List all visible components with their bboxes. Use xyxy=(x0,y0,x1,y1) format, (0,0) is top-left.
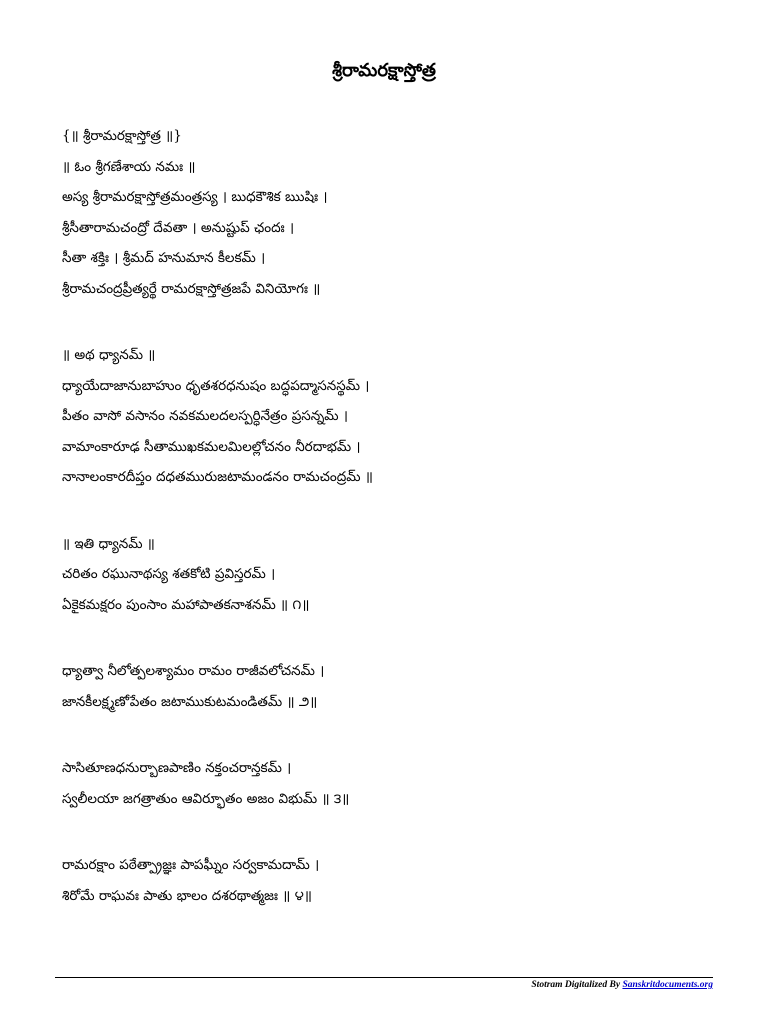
stanza-gap xyxy=(62,722,742,758)
verse-line: చరితం రఘునాథస్య శతకోటి ప్రవిస్తరమ్ । xyxy=(62,566,276,582)
verse-line: నానాలంకారదీప్తం దధతమురుజటామండనం రామచంద్రమ్ ॥ xyxy=(62,469,373,485)
stanza-gap xyxy=(62,819,742,855)
verse-block-3 xyxy=(62,758,742,819)
verse-line: శిరోమే రాఘవః పాతు భాలం దశరథాత్మజః ॥ ౪॥ xyxy=(62,887,313,904)
verse-line: {॥ శ్రీరామరక్షాస్తోత్ర ॥} xyxy=(62,128,182,144)
verse-block-1 xyxy=(62,534,742,626)
stanza-gap xyxy=(62,625,742,661)
verse-line: జానకీలక్ష్మణోపేతం జటాముకుటమండితమ్ ॥ ౨॥ xyxy=(62,693,318,710)
stanza-gap xyxy=(62,498,742,534)
verse-line: ధ్యాత్వా నీలోత్పలశ్యామం రామం రాజీవలోచనమ్ । xyxy=(62,663,325,679)
verse-line: శ్రీరామచంద్రప్రీత్యర్థే రామరక్షాస్తోత్రజపే వినియోగః ॥ xyxy=(62,280,321,297)
verse-line: ఏకైకమక్షరం పుంసాం మహాపాతకనాశనమ్ ॥ ౧॥ xyxy=(62,596,310,613)
footer-prefix: Stotram Digitalized By xyxy=(531,980,623,990)
verse-block-2 xyxy=(62,661,742,722)
dhyanam-block xyxy=(62,345,742,498)
verse-line: రామరక్షాం పఠేత్ప్రాజ్ఞః పాపఘ్నీం సర్వకామదామ్ । xyxy=(62,857,320,873)
verse-line: ॥ ఓం శ్రీగణేశాయ నమః ॥ xyxy=(62,158,196,175)
verse-line: సాసితూణధనుర్బాణపాణిం నక్తంచరాన్తకమ్ । xyxy=(62,760,292,776)
footer-credit xyxy=(531,980,713,990)
stotram-body xyxy=(62,126,742,916)
page-title: శ్రీరామరక్షాస్తోత్ర xyxy=(332,60,436,81)
verse-line: పీతం వాసో వసానం నవకమలదలస్పర్ధినేత్రం ప్రసన్నమ్ । xyxy=(62,408,348,424)
verse-block-4 xyxy=(62,855,742,916)
stanza-gap xyxy=(62,309,742,345)
verse-line: ధ్యాయేదాజానుబాహుం ధృతశరధనుషం బద్ధపద్మాసనస్థమ్ । xyxy=(62,377,370,394)
verse-line: ॥ అథ ధ్యానమ్ ॥ xyxy=(62,347,156,363)
sanskritdocuments-link[interactable]: Sanskritdocuments.org xyxy=(622,980,713,990)
verse-line: శ్రీసీతారామచంద్రో దేవతా । అనుష్టుప్ ఛందః । xyxy=(62,219,295,236)
verse-line: వామాంకారూఢ సీతాముఖకమలమిలల్లోచనం నీరదాభమ్ । xyxy=(62,438,361,455)
footer-divider xyxy=(55,977,713,978)
invocation-block xyxy=(62,126,742,309)
verse-line: ॥ ఇతి ధ్యానమ్ ॥ xyxy=(62,535,155,552)
verse-line: సీతా శక్తిః । శ్రీమద్ హనుమాన కీలకమ్ । xyxy=(62,250,266,266)
verse-line: స్వలీలయా జగత్రాతుం ఆవిర్భూతం అజం విభుమ్ ॥ ౩॥ xyxy=(62,790,350,807)
verse-line: అస్య శ్రీరామరక్షాస్తోత్రమంత్రస్య । బుధకౌశిక ఋషిః । xyxy=(62,189,328,205)
